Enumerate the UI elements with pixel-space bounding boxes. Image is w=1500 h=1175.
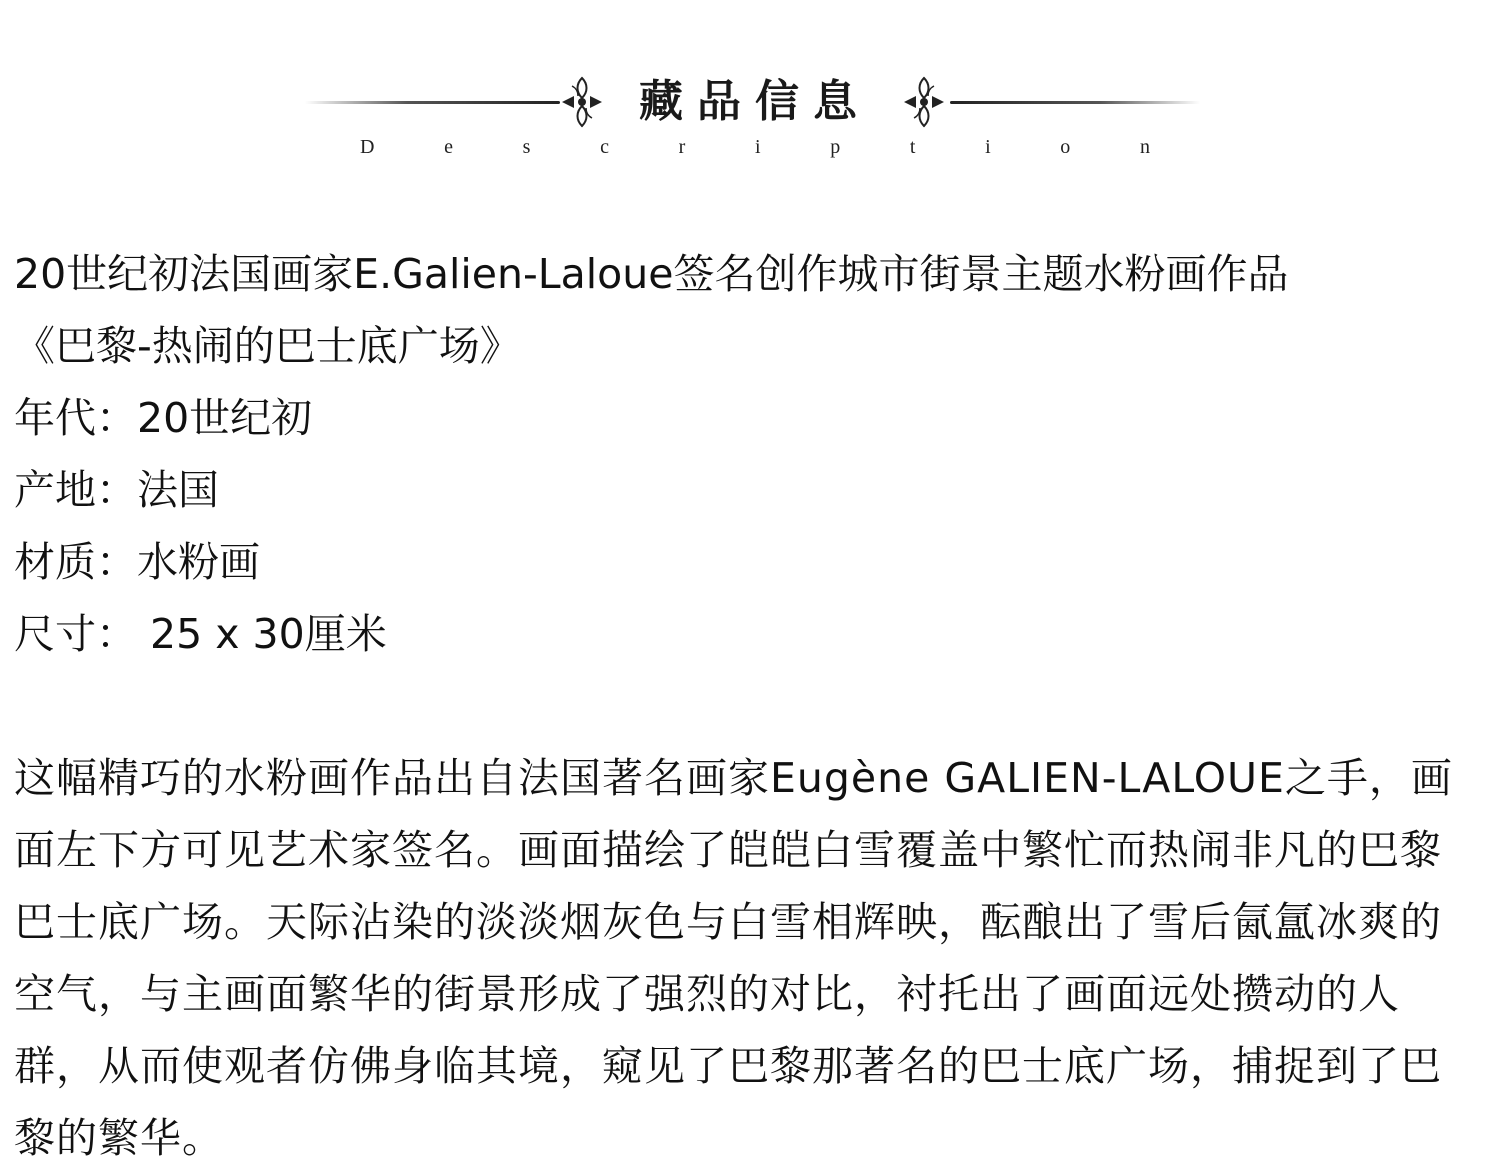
section-header [0,60,1500,170]
subtitle-letter: e [444,136,453,158]
subtitle-letter: p [830,136,841,158]
right-divider-line [950,101,1200,104]
origin-field: 产地：法国 [14,466,219,514]
subtitle-letter: D [360,136,375,158]
subtitle-letter: i [754,136,761,158]
spacer [14,670,1494,742]
subtitle-letter: n [1139,136,1150,158]
artwork-title-line1: 20世纪初法国画家E.Galien-Laloue签名创作城市街景主题水粉画作品 [14,250,1289,298]
artwork-title-line2: 《巴黎-热闹的巴士底广场》 [14,322,521,370]
section-subtitle [360,136,1150,159]
material-field: 材质：水粉画 [14,538,260,586]
subtitle-letter: i [985,136,991,158]
item-details [14,238,1494,1174]
subtitle-letter: t [909,136,916,158]
size-field: 尺寸： 25 x 30厘米 [14,610,387,658]
left-divider-line [305,101,560,104]
era-field: 年代：20世纪初 [14,394,313,442]
flourish-ornament-icon [900,74,948,130]
flourish-ornament-icon [558,74,606,130]
subtitle-letter: r [678,136,686,158]
subtitle-letter: c [600,136,609,158]
subtitle-letter: o [1060,136,1071,158]
description-paragraph: 这幅精巧的水粉画作品出自法国著名画家Eugène GALIEN-LALOUE之手，画面左下方可见艺术家签名。画面描绘了皑皑白雪覆盖中繁忙而热闹非凡的巴黎巴士底广场。天际沾染的淡淡烟灰色与白雪相辉映，酝酿出了雪后氤氲冰爽的空气，与主画面繁华的街景形成了强烈的对比，衬托出了画面远处攒动的人群，从而使观者仿佛身临其境，窥见了巴黎那著名的巴士底广场，捕捉到了巴黎的繁华。 [14,754,1453,1162]
section-title: 藏品信息 [639,76,871,127]
subtitle-letter: s [522,136,531,158]
